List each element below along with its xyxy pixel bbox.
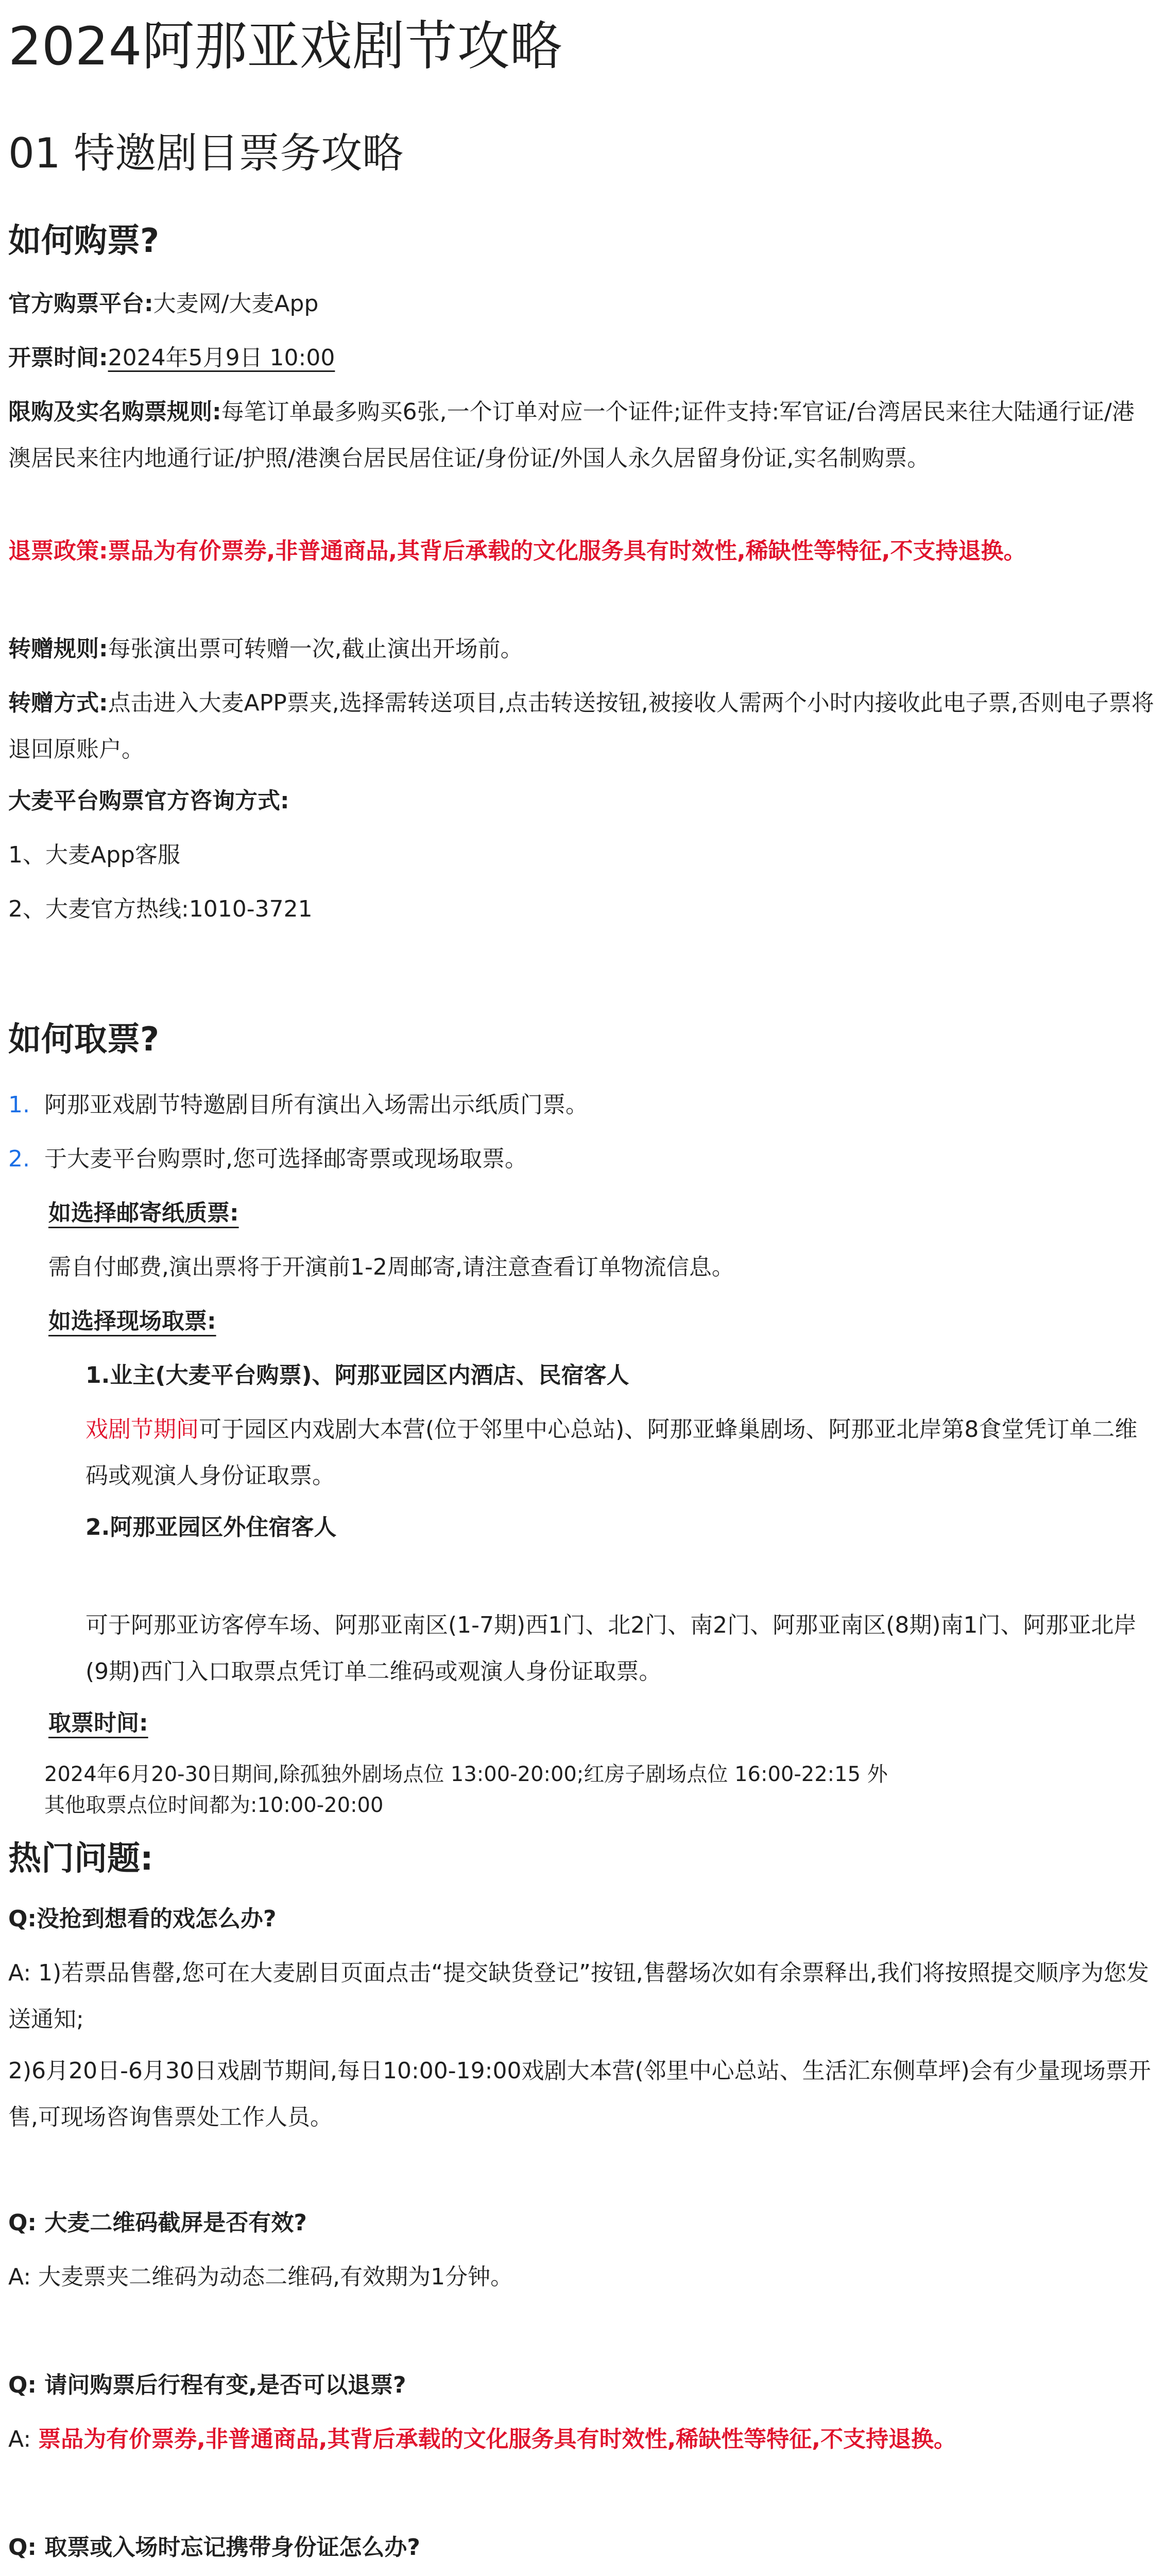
pickup-item-1: 阿那亚戏剧节特邀剧目所有演出入场需出示纸质门票。 — [44, 1092, 588, 1118]
mail-ticket-label: 如选择邮寄纸质票: — [48, 1200, 239, 1226]
open-time-line — [8, 335, 1157, 381]
no-refund-highlight: 票品为有价票券,非普通商品,其背后承载的文化服务具有时效性,稀缺性等特征,不支持退换。 — [38, 2426, 956, 2452]
transfer-method — [8, 680, 1157, 773]
refund-policy — [8, 528, 1157, 574]
limit-label: 限购及实名购票规则: — [8, 399, 221, 425]
section-heading-ticketing: 01 特邀剧目票务攻略 — [8, 129, 404, 177]
open-time-value: 2024年5月9日 10:00 — [108, 345, 335, 371]
platform-line — [8, 281, 1157, 327]
pickup-time-line-1: 2024年6月20-30日期间,除孤独外剧场点位 13:00-20:00;红房子剧场点位 16:00-22:15 外 — [44, 1762, 888, 1786]
heading-how-to-buy: 如何购票? — [8, 222, 160, 260]
outside-guest-heading: 2.阿那亚园区外住宿客人 — [85, 1514, 337, 1540]
faq-answer-3: A: 票品为有价票券,非普通商品,其背后承载的文化服务具有时效性,稀缺性等特征,不支持退换。 — [8, 2426, 956, 2452]
owner-heading: 1.业主(大麦平台购票)、阿那亚园区内酒店、民宿客人 — [85, 1362, 629, 1388]
outside-guest-text: 可于阿那亚访客停车场、阿那亚南区(1-7期)西1门、北2门、南2门、阿那亚南区(8期)南1门、阿那亚北岸(9期)西门入口取票点凭订单二维码或观演人身份证取票。 — [85, 1612, 1137, 1685]
faq-answer-1-part-2: 2)6月20日-6月30日戏剧节期间,每日10:00-19:00戏剧大本营(邻里中心总站、生活汇东侧草坪)会有少量现场票开售,可现场咨询售票处工作人员。 — [8, 2058, 1151, 2130]
mail-ticket-text: 需自付邮费,演出票将于开演前1-2周邮寄,请注意查看订单物流信息。 — [48, 1254, 734, 1280]
onsite-ticket-label: 如选择现场取票: — [48, 1308, 216, 1334]
pickup-time-label: 取票时间: — [48, 1710, 148, 1736]
pickup-item-2: 于大麦平台购票时,您可选择邮寄票或现场取票。 — [44, 1146, 527, 1172]
contact-item-app: 1、大麦App客服 — [8, 842, 180, 868]
refund-label: 退票政策: — [8, 538, 108, 564]
faq-question-2: Q: 大麦二维码截屏是否有效? — [8, 2210, 307, 2236]
transfer-rule — [8, 626, 1157, 672]
faq-question-4: Q: 取票或入场时忘记携带身份证怎么办? — [8, 2534, 420, 2561]
transfer-value: 每张演出票可转赠一次,截止演出开场前。 — [108, 636, 523, 662]
refund-value: 票品为有价票券,非普通商品,其背后承载的文化服务具有时效性,稀缺性等特征,不支持退换。 — [108, 538, 1026, 564]
limit-value: 每笔订单最多购买6张,一个订单对应一个证件;证件支持:军官证/台湾居民来往大陆通行证/港澳居民来往内地通行证/护照/港澳台居民居住证/身份证/外国人永久居留身份证,实名制购票。 — [8, 399, 1135, 471]
list-number-2: 2. — [8, 1146, 30, 1172]
transfer-label: 转赠规则: — [8, 636, 108, 662]
heading-how-to-pickup: 如何取票? — [8, 1021, 160, 1059]
transfer-method-value: 点击进入大麦APP票夹,选择需转送项目,点击转送按钮,被接收人需两个小时内接收此电子票,否则电子票将退回原账户。 — [8, 690, 1154, 762]
contact-label: 大麦平台购票官方咨询方式: — [8, 788, 289, 814]
faq-answer-2: A: 大麦票夹二维码为动态二维码,有效期为1分钟。 — [8, 2264, 513, 2290]
faq-question-1: Q:没抢到想看的戏怎么办? — [8, 1906, 277, 1932]
faq-question-3: Q: 请问购票后行程有变,是否可以退票? — [8, 2372, 406, 2398]
owner-pickup-text: 戏剧节期间可于园区内戏剧大本营(位于邻里中心总站)、阿那亚蜂巢剧场、阿那亚北岸第8食堂凭订单二维码或观演人身份证取票。 — [85, 1416, 1138, 1489]
heading-faq: 热门问题: — [8, 1840, 153, 1878]
faq-answer-1-part-1: A: 1)若票品售罄,您可在大麦剧目页面点击“提交缺货登记”按钮,售罄场次如有余票释出,我们将按照提交顺序为您发送通知; — [8, 1960, 1149, 2032]
platform-label: 官方购票平台: — [8, 291, 153, 317]
contact-item-hotline: 2、大麦官方热线:1010-3721 — [8, 896, 313, 922]
platform-value: 大麦网/大麦App — [153, 291, 319, 317]
pickup-time-line-2: 其他取票点位时间都为:10:00-20:00 — [44, 1793, 384, 1817]
open-time-label: 开票时间: — [8, 345, 108, 371]
purchase-limit-rule — [8, 389, 1157, 482]
list-number-1: 1. — [8, 1092, 30, 1118]
page-title: 2024阿那亚戏剧节攻略 — [8, 16, 562, 77]
transfer-method-label: 转赠方式: — [8, 690, 108, 716]
festival-period-highlight: 戏剧节期间 — [85, 1416, 199, 1443]
